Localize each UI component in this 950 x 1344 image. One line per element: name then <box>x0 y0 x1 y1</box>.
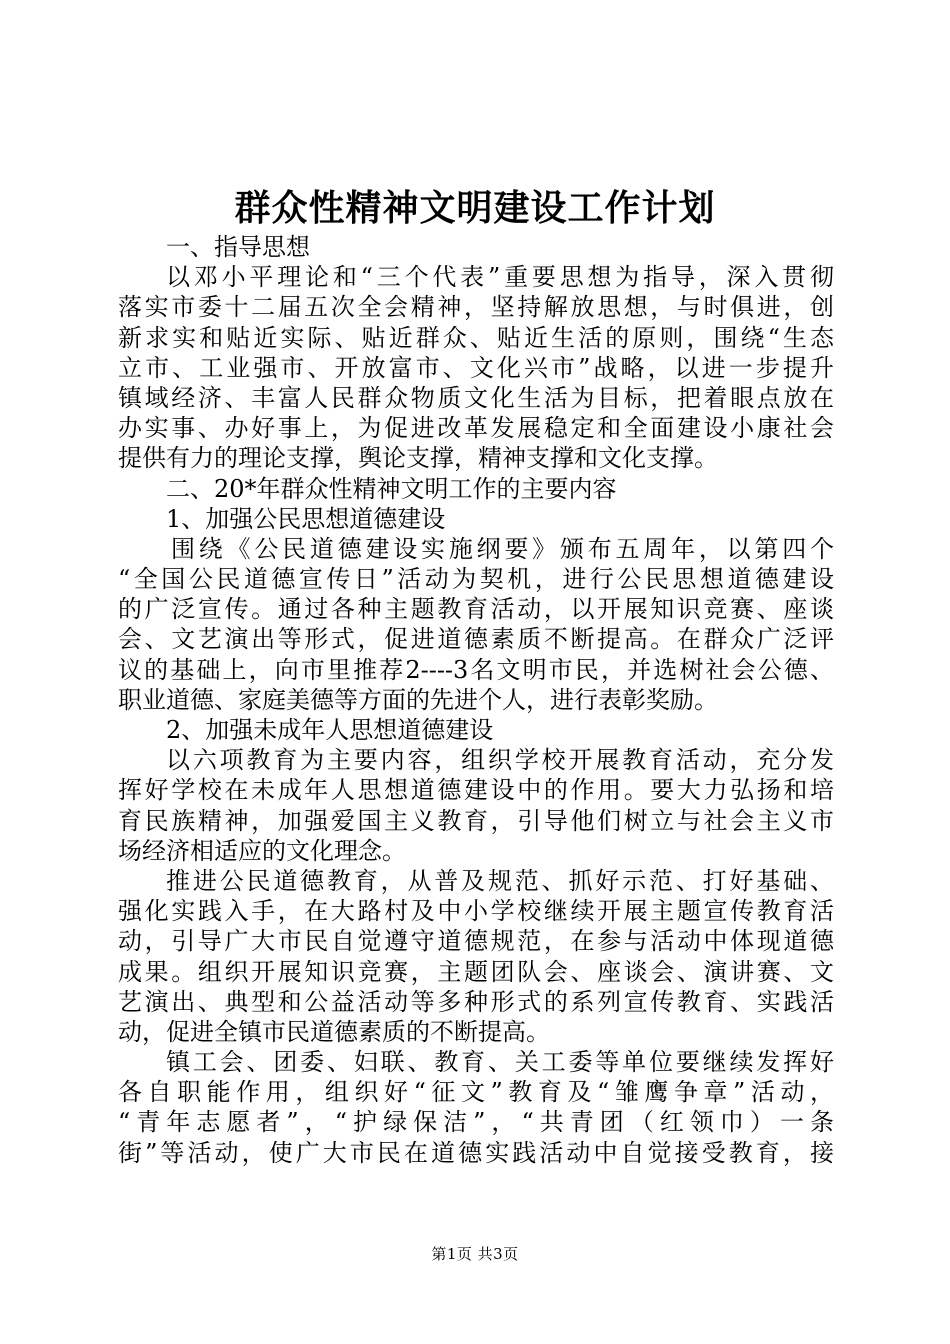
paragraph-line: “青年志愿者”，“护绿保洁”，“共青团（红领巾）一条 <box>118 1108 834 1137</box>
paragraph-line: 街”等活动，使广大市民在道德实践活动中自觉接受教育，接 <box>118 1138 834 1167</box>
paragraph-line: 以六项教育为主要内容，组织学校开展教育活动，充分发 <box>166 746 834 775</box>
paragraph-line: 的广泛宣传。通过各种主题教育活动，以开展知识竞赛、座谈 <box>118 595 834 624</box>
paragraph-line: 场经济相适应的文化理念。 <box>118 836 406 865</box>
paragraph-line: 育民族精神，加强爱国主义教育，引导他们树立与社会主义市 <box>118 806 834 835</box>
paragraph-line: 强化实践入手，在大路村及中小学校继续开展主题宣传教育活 <box>118 897 834 926</box>
paragraph-line: 艺演出、典型和公益活动等多种形式的系列宣传教育、实践活 <box>118 987 834 1016</box>
paragraph-line: 以邓小平理论和“三个代表”重要思想为指导，深入贯彻 <box>166 263 834 292</box>
subsection-heading-1: 1、加强公民思想道德建设 <box>166 504 446 533</box>
paragraph-line: 镇域经济、丰富人民群众物质文化生活为目标，把着眼点放在 <box>118 383 834 412</box>
paragraph-line: 各自职能作用，组织好“征文”教育及“雏鹰争章”活动， <box>118 1078 834 1107</box>
paragraph-line: 成果。组织开展知识竞赛，主题团队会、座谈会、演讲赛、文 <box>118 957 834 986</box>
paragraph-line: 立市、工业强市、开放富市、文化兴市”战略，以进一步提升 <box>118 353 834 382</box>
paragraph-line: 议的基础上，向市里推荐2----3名文明市民，并选树社会公德、 <box>118 655 834 684</box>
paragraph-line: 落实市委十二届五次全会精神，坚持解放思想，与时俱进，创 <box>118 293 834 322</box>
paragraph-line: 新求实和贴近实际、贴近群众、贴近生活的原则，围绕“生态 <box>118 323 834 352</box>
paragraph-line: 动，引导广大市民自觉遵守道德规范，在参与活动中体现道德 <box>118 927 834 956</box>
paragraph-line: 办实事、办好事上，为促进改革发展稳定和全面建设小康社会 <box>118 414 834 443</box>
paragraph-line: 职业道德、家庭美德等方面的先进个人，进行表彰奖励。 <box>118 685 718 714</box>
page-title: 群众性精神文明建设工作计划 <box>234 187 716 229</box>
paragraph-line: “全国公民道德宣传日”活动为契机，进行公民思想道德建设 <box>118 565 834 594</box>
page-footer: 第1页 共3页 <box>431 1245 519 1263</box>
subsection-heading-2: 2、加强未成年人思想道德建设 <box>166 716 494 744</box>
section-heading-1: 一、指导思想 <box>166 233 310 261</box>
paragraph-line: 挥好学校在未成年人思想道德建设中的作用。要大力弘扬和培 <box>118 776 834 805</box>
paragraph-line: 推进公民道德教育，从普及规范、抓好示范、打好基础、 <box>166 866 834 895</box>
paragraph-line: 围绕《公民道德建设实施纲要》颁布五周年，以第四个 <box>171 534 834 563</box>
paragraph-line: 会、文艺演出等形式，促进道德素质不断提高。在群众广泛评 <box>118 625 834 654</box>
paragraph-line: 提供有力的理论支撑，舆论支撑，精神支撑和文化支撑。 <box>118 444 718 473</box>
document-body <box>118 232 834 1168</box>
paragraph-line: 镇工会、团委、妇联、教育、关工委等单位要继续发挥好 <box>166 1048 834 1077</box>
section-heading-2: 二、20*年群众性精神文明工作的主要内容 <box>166 474 617 503</box>
paragraph-line: 动，促进全镇市民道德素质的不断提高。 <box>118 1017 550 1046</box>
